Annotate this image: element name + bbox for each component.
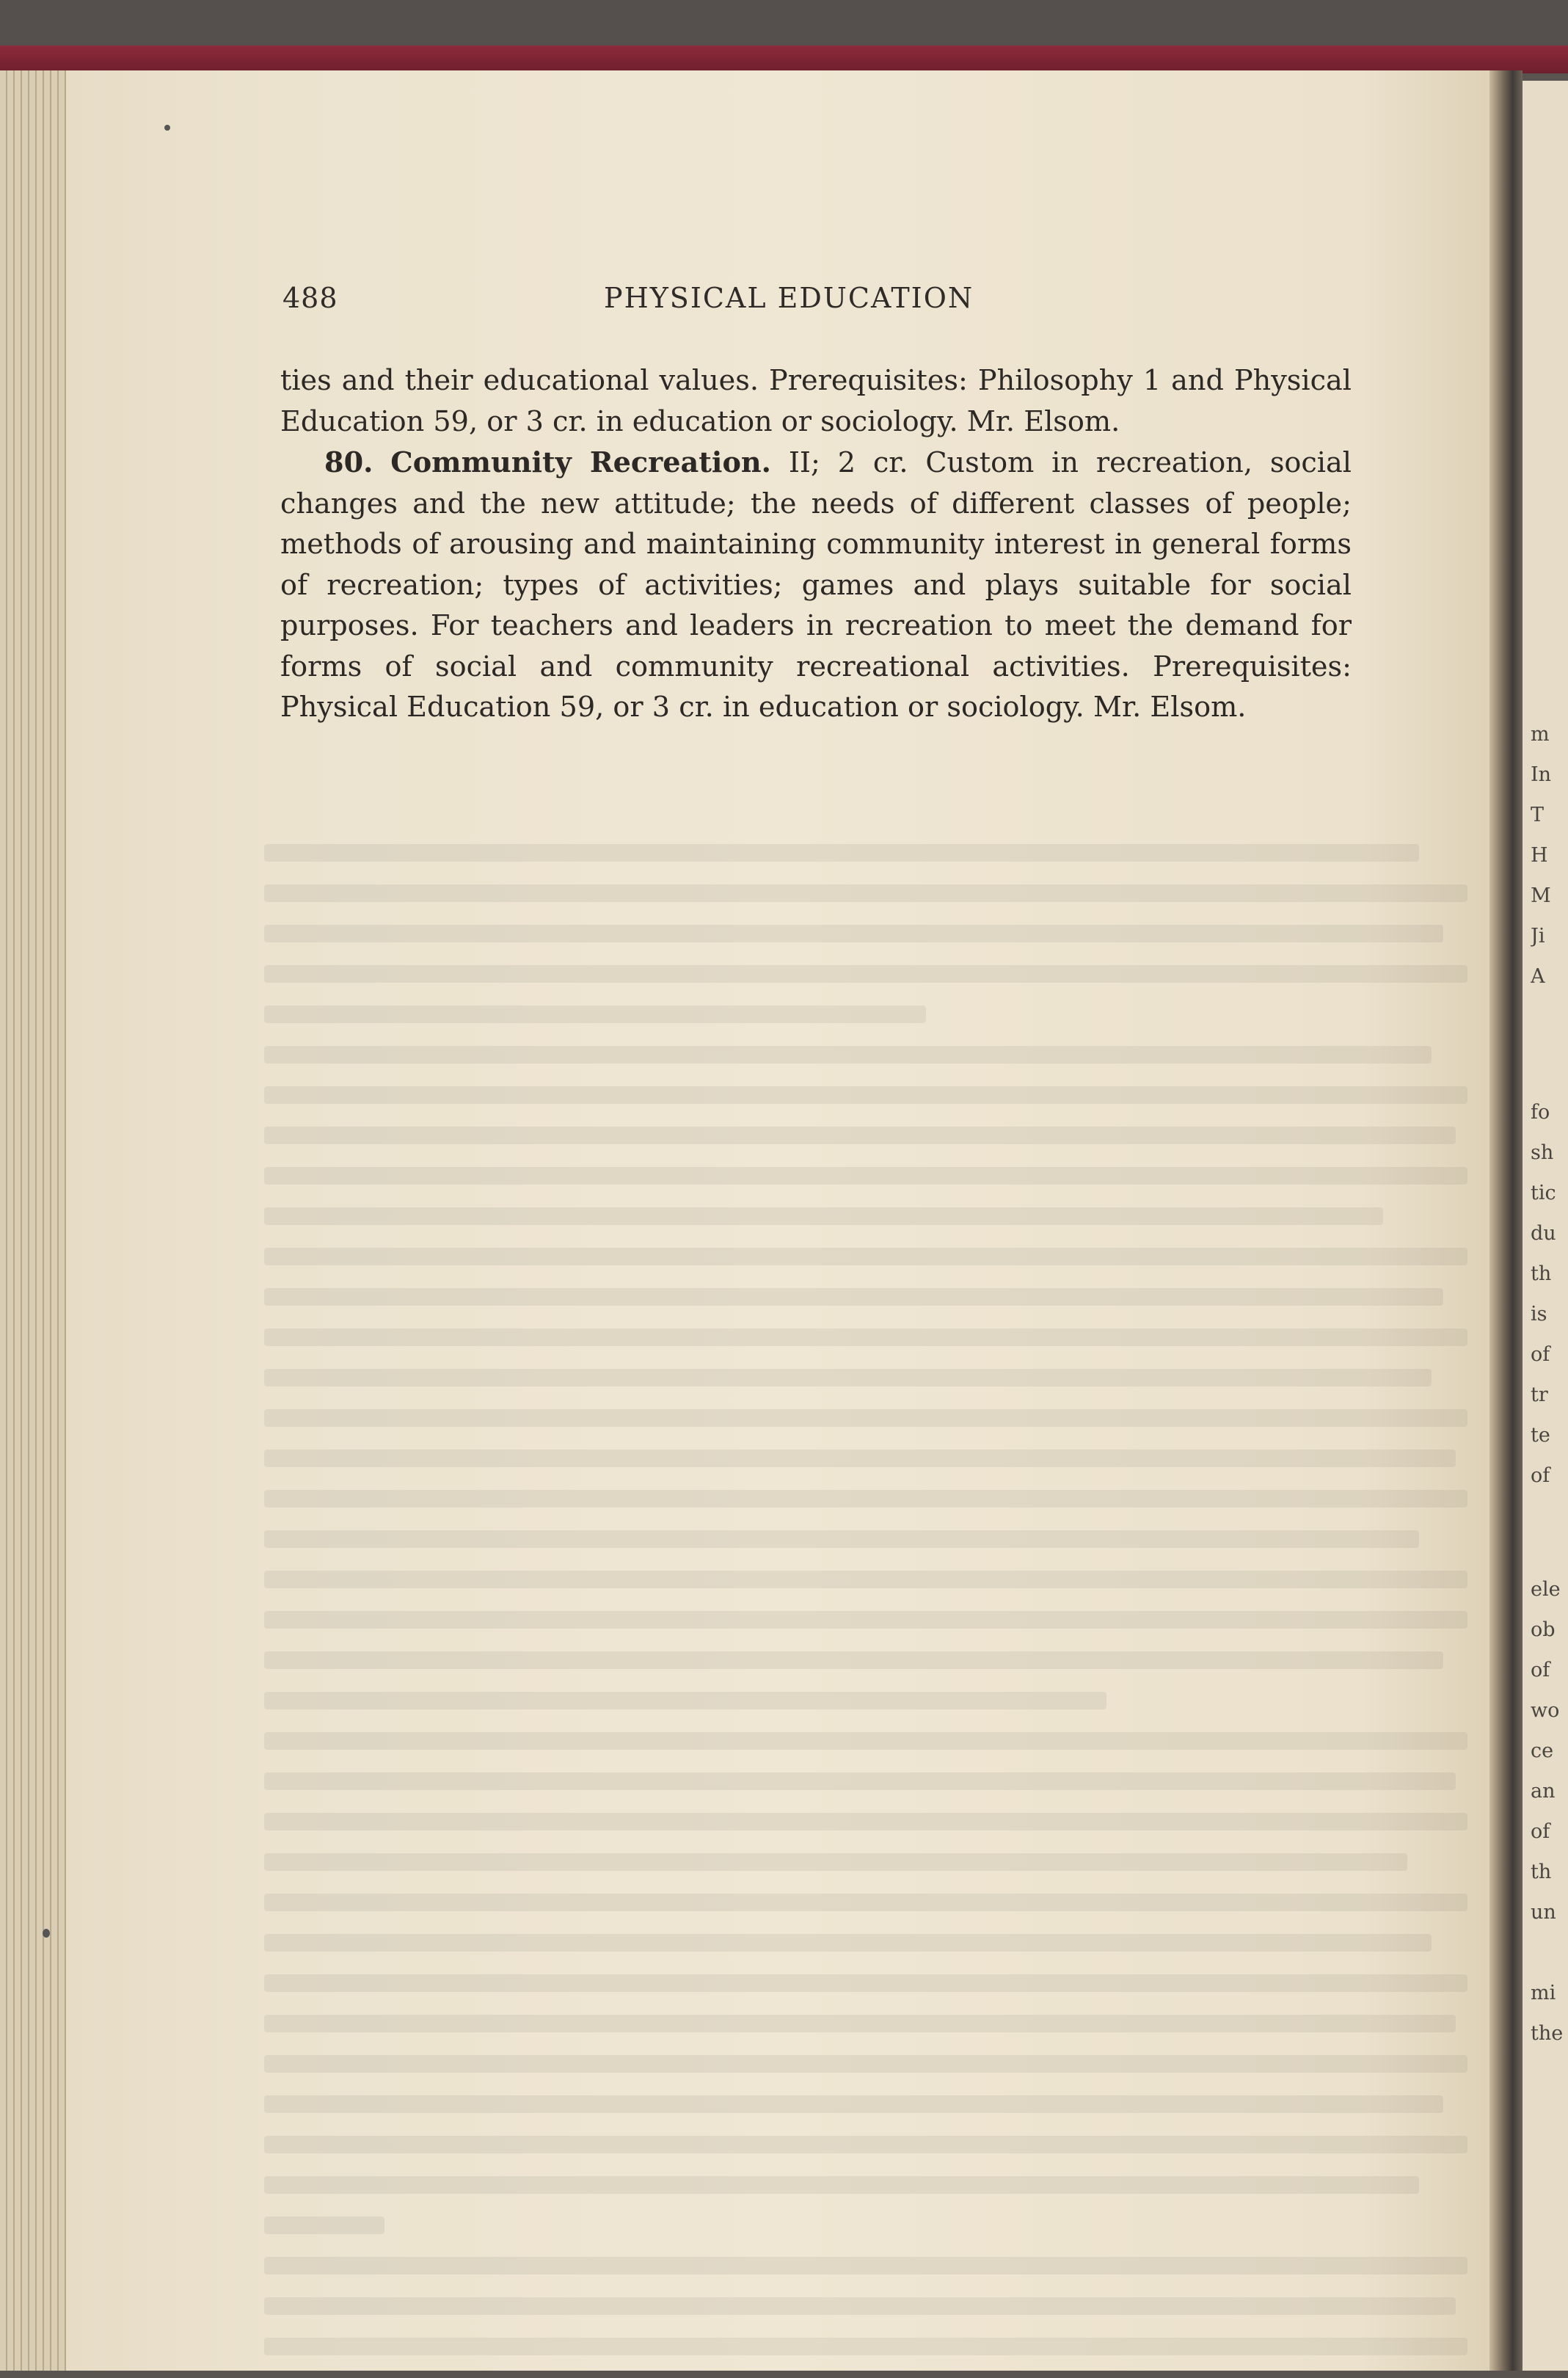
facing-page-fragment: ob [1531,1618,1556,1641]
facing-page-fragment: m [1531,723,1550,746]
facing-page-fragment: T [1531,804,1545,826]
course-number: 80. [324,446,373,479]
book-gutter [1489,70,1523,2371]
course-listing [280,361,1352,729]
continuation-paragraph: ties and their educational values. Prerequisites: Philosophy 1 and Physical Education 59, or 3 cr. in education or sociology. Mr. Elsom. [280,365,1352,438]
facing-page-fragment: In [1531,763,1552,786]
facing-page-fragment: of [1531,1659,1550,1681]
facing-page-fragment: tr [1531,1383,1548,1406]
facing-page-fragment: du [1531,1222,1556,1245]
course-title: Community Recreation. [390,446,771,479]
facing-page-fragment: wo [1531,1699,1560,1722]
facing-page-fragment: M [1531,884,1551,907]
course-description: II; 2 cr. Custom in recreation, social changes and the new attitude; the needs of different classes of people; methods of arousing and maintaining community interest in general forms of recreation; types of activities; games and plays suitable for social purposes. For teachers and leaders in recreation to meet the demand for forms of social and community recreational activities. Prerequisites: Physical Education 59, or 3 cr. in education or sociology. Mr. Elsom. [280,447,1352,724]
facing-page-fragment: th [1531,1262,1552,1285]
facing-page-fragment: of [1531,1343,1550,1366]
page-stack-edges [0,70,70,2371]
facing-page-fragment: tic [1531,1182,1556,1204]
facing-page-fragment: ele [1531,1578,1561,1601]
facing-page-fragment: fo [1531,1101,1550,1124]
speck [43,1929,50,1938]
facing-page-fragment: of [1531,1820,1550,1843]
running-head: PHYSICAL EDUCATION [604,282,974,314]
speck [164,125,170,131]
show-through-text [264,844,1467,2378]
facing-page-fragment: Ji [1531,925,1545,948]
background-top [0,0,1568,51]
facing-page-fragment: is [1531,1303,1547,1326]
facing-page-fragment: H [1531,844,1548,867]
facing-page-fragment: A [1531,965,1545,988]
facing-page-fragment: ce [1531,1739,1554,1762]
facing-page-fragment: un [1531,1901,1556,1924]
facing-page-fragment: of [1531,1464,1550,1487]
page-number: 488 [282,282,338,314]
facing-page-fragment: mi [1531,1982,1556,2004]
facing-page-fragment: an [1531,1780,1556,1803]
book-cover-edge [0,46,1568,73]
course-entry [280,443,1352,729]
facing-page-fragment: te [1531,1424,1550,1447]
facing-page-fragment: th [1531,1861,1552,1883]
facing-page-fragment: sh [1531,1141,1554,1164]
page-header [282,282,1024,326]
facing-page-fragment: the [1531,2022,1564,2045]
